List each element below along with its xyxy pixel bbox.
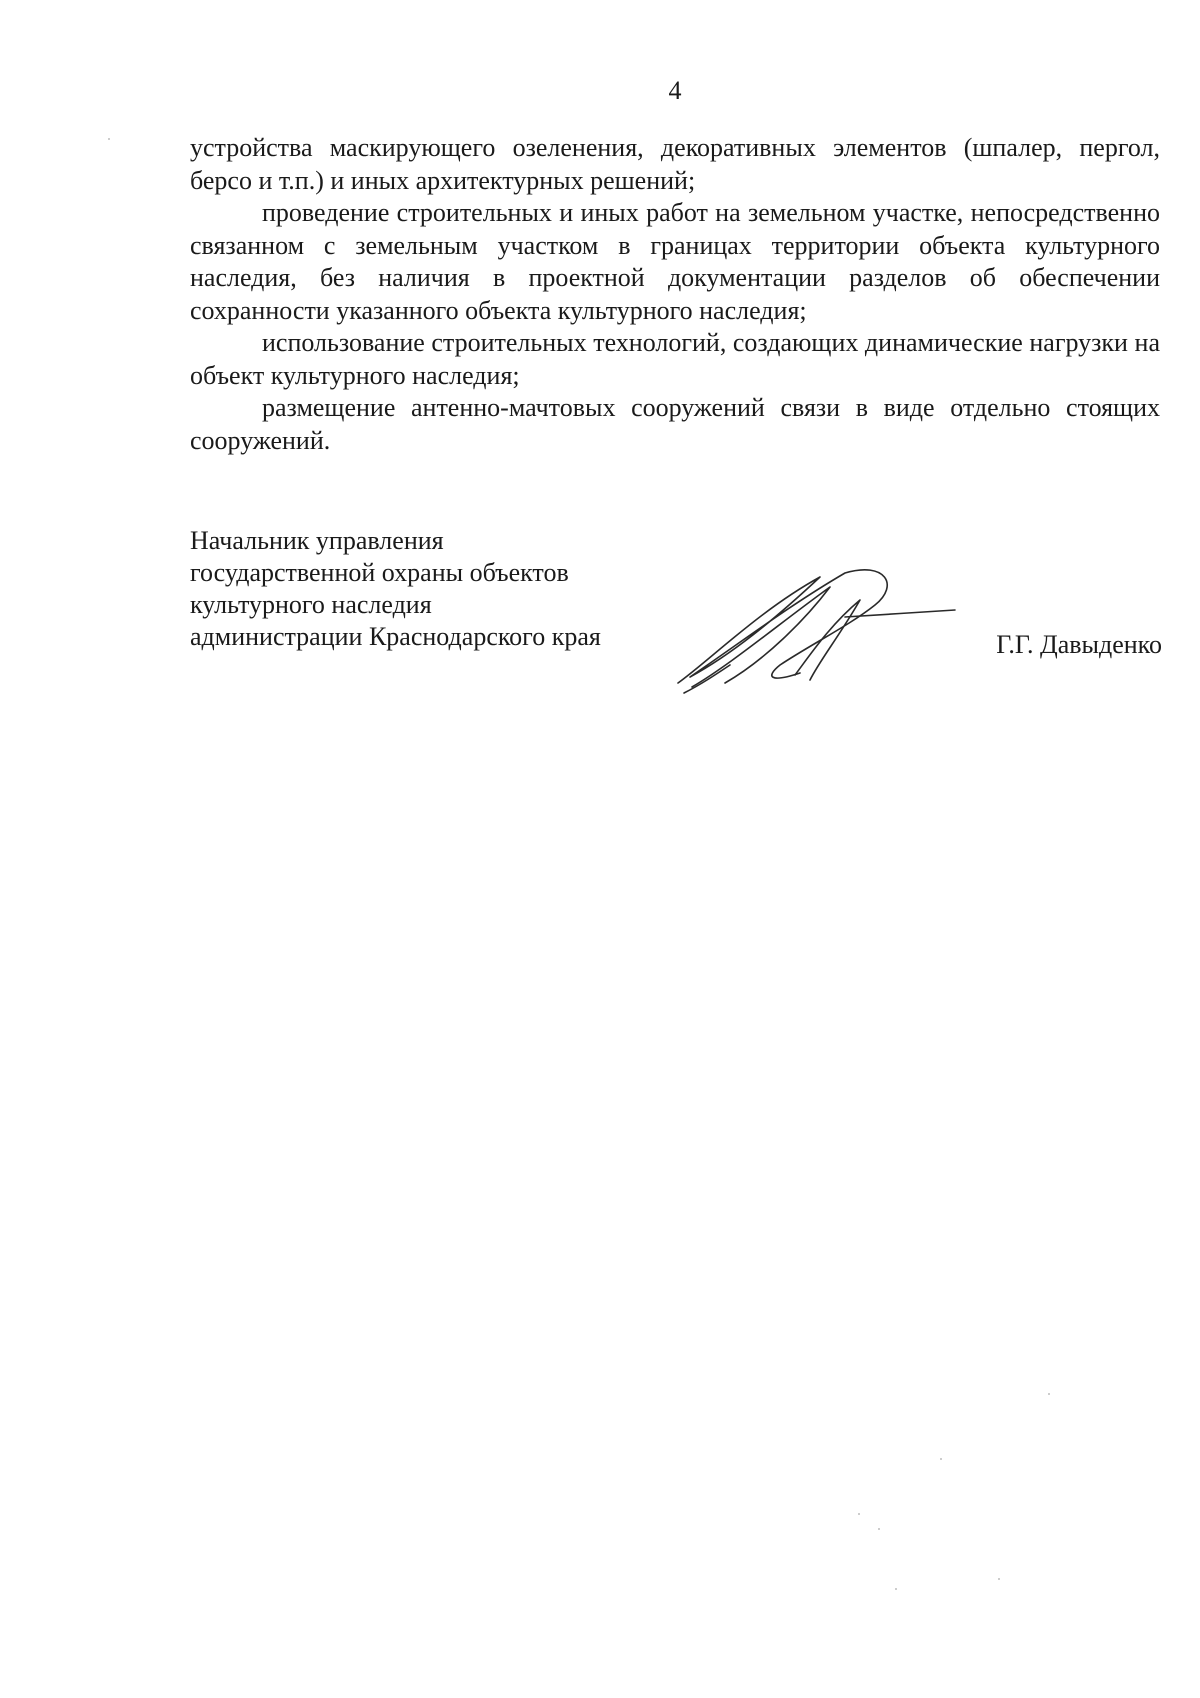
page-number: 4 [668,76,682,105]
position-line: государственной охраны объектов [190,558,569,587]
scan-speck [1048,1393,1050,1395]
paragraph: размещение антенно-мачтовых сооружений связи в виде отдельно стоящих сооружений. [190,393,1160,455]
scan-speck [858,1513,860,1515]
paragraph: устройства маскирующего озеленения, декоративных элементов (шпалер, пергол, берсо и т.п.) и иных архитектурных решений; [190,133,1160,195]
scan-speck [108,138,110,140]
paragraph: использование строительных технологий, создающих динамические нагрузки на объект культурного наследия; [190,328,1160,390]
scan-speck [998,1578,1000,1580]
paragraph: проведение строительных и иных работ на земельном участке, непосредственно связанном с земельным участком в границах территории объекта культурного наследия, без наличия в проектной документации разделов об обеспечении сохранности указанного объекта культурного наследия; [190,198,1160,325]
scan-speck [940,1458,942,1460]
position-line: культурного наследия [190,590,432,619]
signatory-position [190,525,601,653]
signer-name: Г.Г. Давыденко [996,630,1162,659]
position-line: администрации Краснодарского края [190,622,601,651]
scan-speck [895,1588,897,1590]
scan-speck [878,1528,880,1530]
position-line: Начальник управления [190,526,444,555]
body-text [190,132,1160,457]
handwritten-signature [670,565,960,695]
